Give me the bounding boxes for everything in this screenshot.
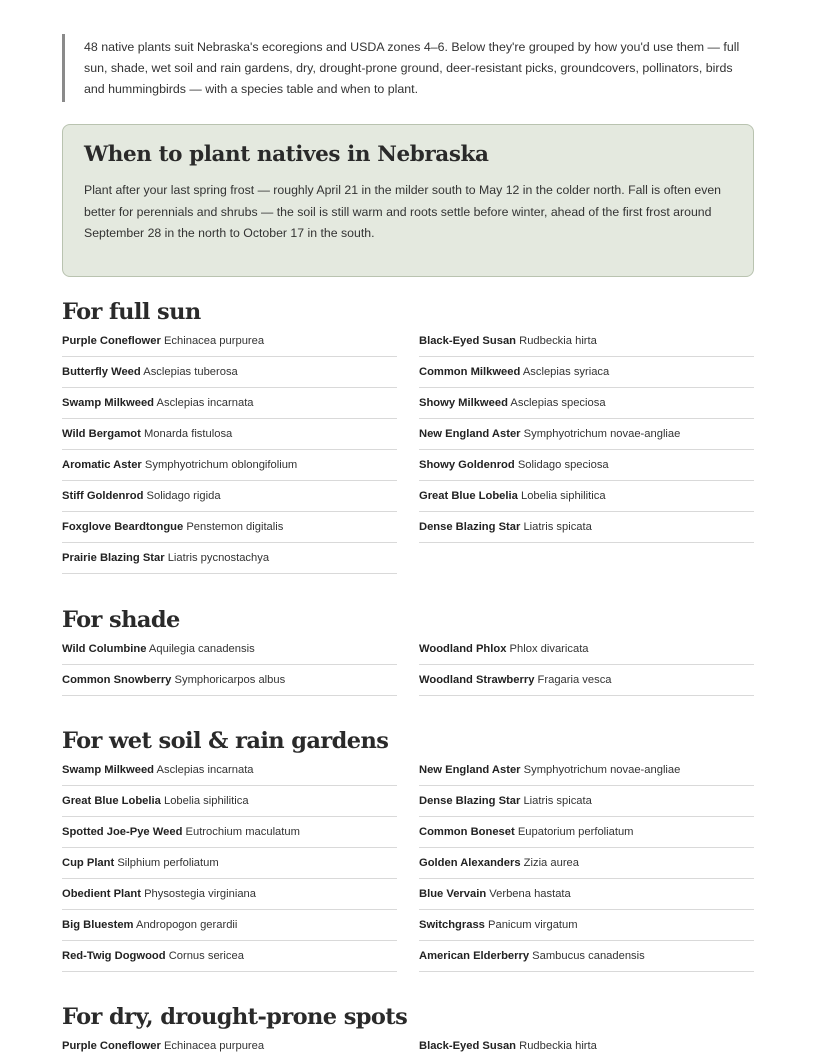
plant-item bbox=[419, 388, 754, 419]
plant-common-name: Great Blue Lobelia bbox=[62, 795, 161, 807]
plant-scientific-name: Zizia aurea bbox=[523, 857, 579, 869]
plant-item bbox=[419, 481, 754, 512]
plant-item bbox=[62, 879, 397, 910]
plant-common-name: Showy Milkweed bbox=[419, 397, 508, 409]
plant-common-name: Black-Eyed Susan bbox=[419, 1040, 517, 1052]
plant-item bbox=[419, 326, 754, 357]
plant-scientific-name: Eutrochium maculatum bbox=[185, 826, 300, 838]
plant-item bbox=[419, 357, 754, 388]
plant-item bbox=[419, 817, 754, 848]
plant-item bbox=[62, 1031, 397, 1056]
plant-scientific-name: Solidago rigida bbox=[146, 490, 221, 502]
plant-common-name: New England Aster bbox=[419, 428, 521, 440]
plant-scientific-name: Monarda fistulosa bbox=[143, 428, 233, 440]
plant-scientific-name: Echinacea purpurea bbox=[163, 335, 265, 347]
plant-scientific-name: Symphyotrichum novae-angliae bbox=[523, 428, 681, 440]
plant-scientific-name: Symphoricarpos albus bbox=[174, 674, 286, 686]
plant-item bbox=[419, 512, 754, 543]
plant-item bbox=[62, 450, 397, 481]
planting-time-callout bbox=[62, 124, 754, 277]
plant-scientific-name: Solidago speciosa bbox=[517, 459, 609, 471]
plant-scientific-name: Silphium perfoliatum bbox=[117, 857, 219, 869]
plant-common-name: Dense Blazing Star bbox=[419, 521, 521, 533]
plant-common-name: Common Boneset bbox=[419, 826, 515, 838]
plant-common-name: Spotted Joe-Pye Weed bbox=[62, 826, 183, 838]
plant-item bbox=[62, 512, 397, 543]
section-shade bbox=[62, 606, 754, 686]
plant-item bbox=[62, 543, 397, 574]
section-title: For dry, drought-prone spots bbox=[62, 1004, 408, 1030]
plant-item bbox=[62, 848, 397, 879]
plant-common-name: Common Snowberry bbox=[62, 674, 172, 686]
plant-scientific-name: Symphyotrichum novae-angliae bbox=[523, 764, 681, 776]
plant-common-name: Wild Columbine bbox=[62, 643, 147, 655]
plant-scientific-name: Liatris spicata bbox=[523, 795, 592, 807]
plant-item bbox=[419, 786, 754, 817]
plant-scientific-name: Symphyotrichum oblongifolium bbox=[144, 459, 298, 471]
plant-scientific-name: Aquilegia canadensis bbox=[148, 643, 255, 655]
plant-common-name: Cup Plant bbox=[62, 857, 115, 869]
plant-scientific-name: Rudbeckia hirta bbox=[519, 335, 597, 347]
callout-body: Plant after your last spring frost — roughly April 21 in the milder south to May 12 in the colder north. Fall is often even better for perennials and shrubs — the soil is still warm and roots settle before winter, ahead of the first frost around September 28 in the north to October 17 in the south. bbox=[84, 183, 722, 240]
plant-item bbox=[62, 419, 397, 450]
plant-common-name: Swamp Milkweed bbox=[62, 764, 155, 776]
plant-common-name: Wild Bergamot bbox=[62, 428, 141, 440]
plant-scientific-name: Asclepias syriaca bbox=[522, 366, 610, 378]
plant-common-name: Butterfly Weed bbox=[62, 366, 141, 378]
plant-common-name: Aromatic Aster bbox=[62, 459, 142, 471]
plant-scientific-name: Lobelia siphilitica bbox=[163, 795, 249, 807]
plant-scientific-name: Sambucus canadensis bbox=[532, 950, 645, 962]
plant-scientific-name: Eupatorium perfoliatum bbox=[517, 826, 634, 838]
plant-scientific-name: Fragaria vesca bbox=[537, 674, 612, 686]
plant-common-name: Big Bluestem bbox=[62, 919, 134, 931]
plant-item bbox=[62, 665, 397, 696]
plant-common-name: Woodland Strawberry bbox=[419, 674, 535, 686]
plant-scientific-name: Asclepias incarnata bbox=[156, 397, 254, 409]
plant-common-name: Showy Goldenrod bbox=[419, 459, 515, 471]
section-dry-soil bbox=[62, 1003, 754, 1052]
plant-scientific-name: Andropogon gerardii bbox=[136, 919, 238, 931]
plant-scientific-name: Liatris spicata bbox=[523, 521, 592, 533]
plant-item bbox=[419, 755, 754, 786]
plant-common-name: Great Blue Lobelia bbox=[419, 490, 518, 502]
plant-item bbox=[62, 388, 397, 419]
plant-scientific-name: Phlox divaricata bbox=[509, 643, 589, 655]
plant-scientific-name: Panicum virgatum bbox=[488, 919, 578, 931]
plant-common-name: Red-Twig Dogwood bbox=[62, 950, 166, 962]
plant-scientific-name: Asclepias speciosa bbox=[510, 397, 606, 409]
plant-item bbox=[419, 848, 754, 879]
plant-item bbox=[419, 634, 754, 665]
plant-item bbox=[419, 1031, 754, 1056]
plant-common-name: Switchgrass bbox=[419, 919, 485, 931]
plant-common-name: Woodland Phlox bbox=[419, 643, 507, 655]
plant-item bbox=[62, 910, 397, 941]
section-title: For full sun bbox=[62, 299, 201, 325]
plant-item bbox=[62, 817, 397, 848]
plant-item bbox=[62, 941, 397, 972]
plant-common-name: Obedient Plant bbox=[62, 888, 141, 900]
plant-common-name: Foxglove Beardtongue bbox=[62, 521, 184, 533]
section-title: For shade bbox=[62, 607, 180, 633]
plant-item bbox=[419, 419, 754, 450]
plant-scientific-name: Asclepias tuberosa bbox=[143, 366, 238, 378]
plant-item bbox=[62, 481, 397, 512]
plant-common-name: Purple Coneflower bbox=[62, 335, 161, 347]
plant-common-name: Stiff Goldenrod bbox=[62, 490, 144, 502]
plant-item bbox=[62, 786, 397, 817]
plant-item bbox=[419, 941, 754, 972]
callout-title: When to plant natives in Nebraska bbox=[84, 142, 489, 167]
plant-item bbox=[419, 450, 754, 481]
plant-scientific-name: Asclepias incarnata bbox=[156, 764, 254, 776]
plant-common-name: Common Milkweed bbox=[419, 366, 521, 378]
plant-scientific-name: Echinacea purpurea bbox=[163, 1040, 265, 1052]
plant-common-name: American Elderberry bbox=[419, 950, 530, 962]
section-wet-soil bbox=[62, 727, 754, 962]
plant-item bbox=[62, 357, 397, 388]
plant-item bbox=[419, 910, 754, 941]
plant-item bbox=[62, 755, 397, 786]
plant-scientific-name: Physostegia virginiana bbox=[144, 888, 257, 900]
plant-scientific-name: Cornus sericea bbox=[168, 950, 244, 962]
plant-item bbox=[62, 326, 397, 357]
plant-scientific-name: Verbena hastata bbox=[489, 888, 571, 900]
plant-item bbox=[62, 634, 397, 665]
plant-item bbox=[419, 879, 754, 910]
plant-scientific-name: Rudbeckia hirta bbox=[519, 1040, 597, 1052]
plant-item bbox=[419, 665, 754, 696]
plant-common-name: Purple Coneflower bbox=[62, 1040, 161, 1052]
section-full-sun bbox=[62, 298, 754, 564]
plant-scientific-name: Liatris pycnostachya bbox=[167, 552, 270, 564]
plant-common-name: Dense Blazing Star bbox=[419, 795, 521, 807]
plant-common-name: Black-Eyed Susan bbox=[419, 335, 517, 347]
plant-scientific-name: Penstemon digitalis bbox=[186, 521, 284, 533]
section-title: For wet soil & rain gardens bbox=[62, 728, 389, 754]
plant-common-name: Golden Alexanders bbox=[419, 857, 521, 869]
plant-common-name: Swamp Milkweed bbox=[62, 397, 155, 409]
plant-common-name: Prairie Blazing Star bbox=[62, 552, 165, 564]
intro-paragraph: 48 native plants suit Nebraska's ecoregions and USDA zones 4–6. Below they're grouped by how you'd use them — full sun, shade, wet soil and rain gardens, dry, drought-prone ground, deer-resistant picks, groundcovers, pollinators, birds and hummingbirds — with a species table and when to plant. bbox=[62, 34, 754, 102]
plant-common-name: New England Aster bbox=[419, 764, 521, 776]
plant-scientific-name: Lobelia siphilitica bbox=[520, 490, 606, 502]
plant-common-name: Blue Vervain bbox=[419, 888, 487, 900]
